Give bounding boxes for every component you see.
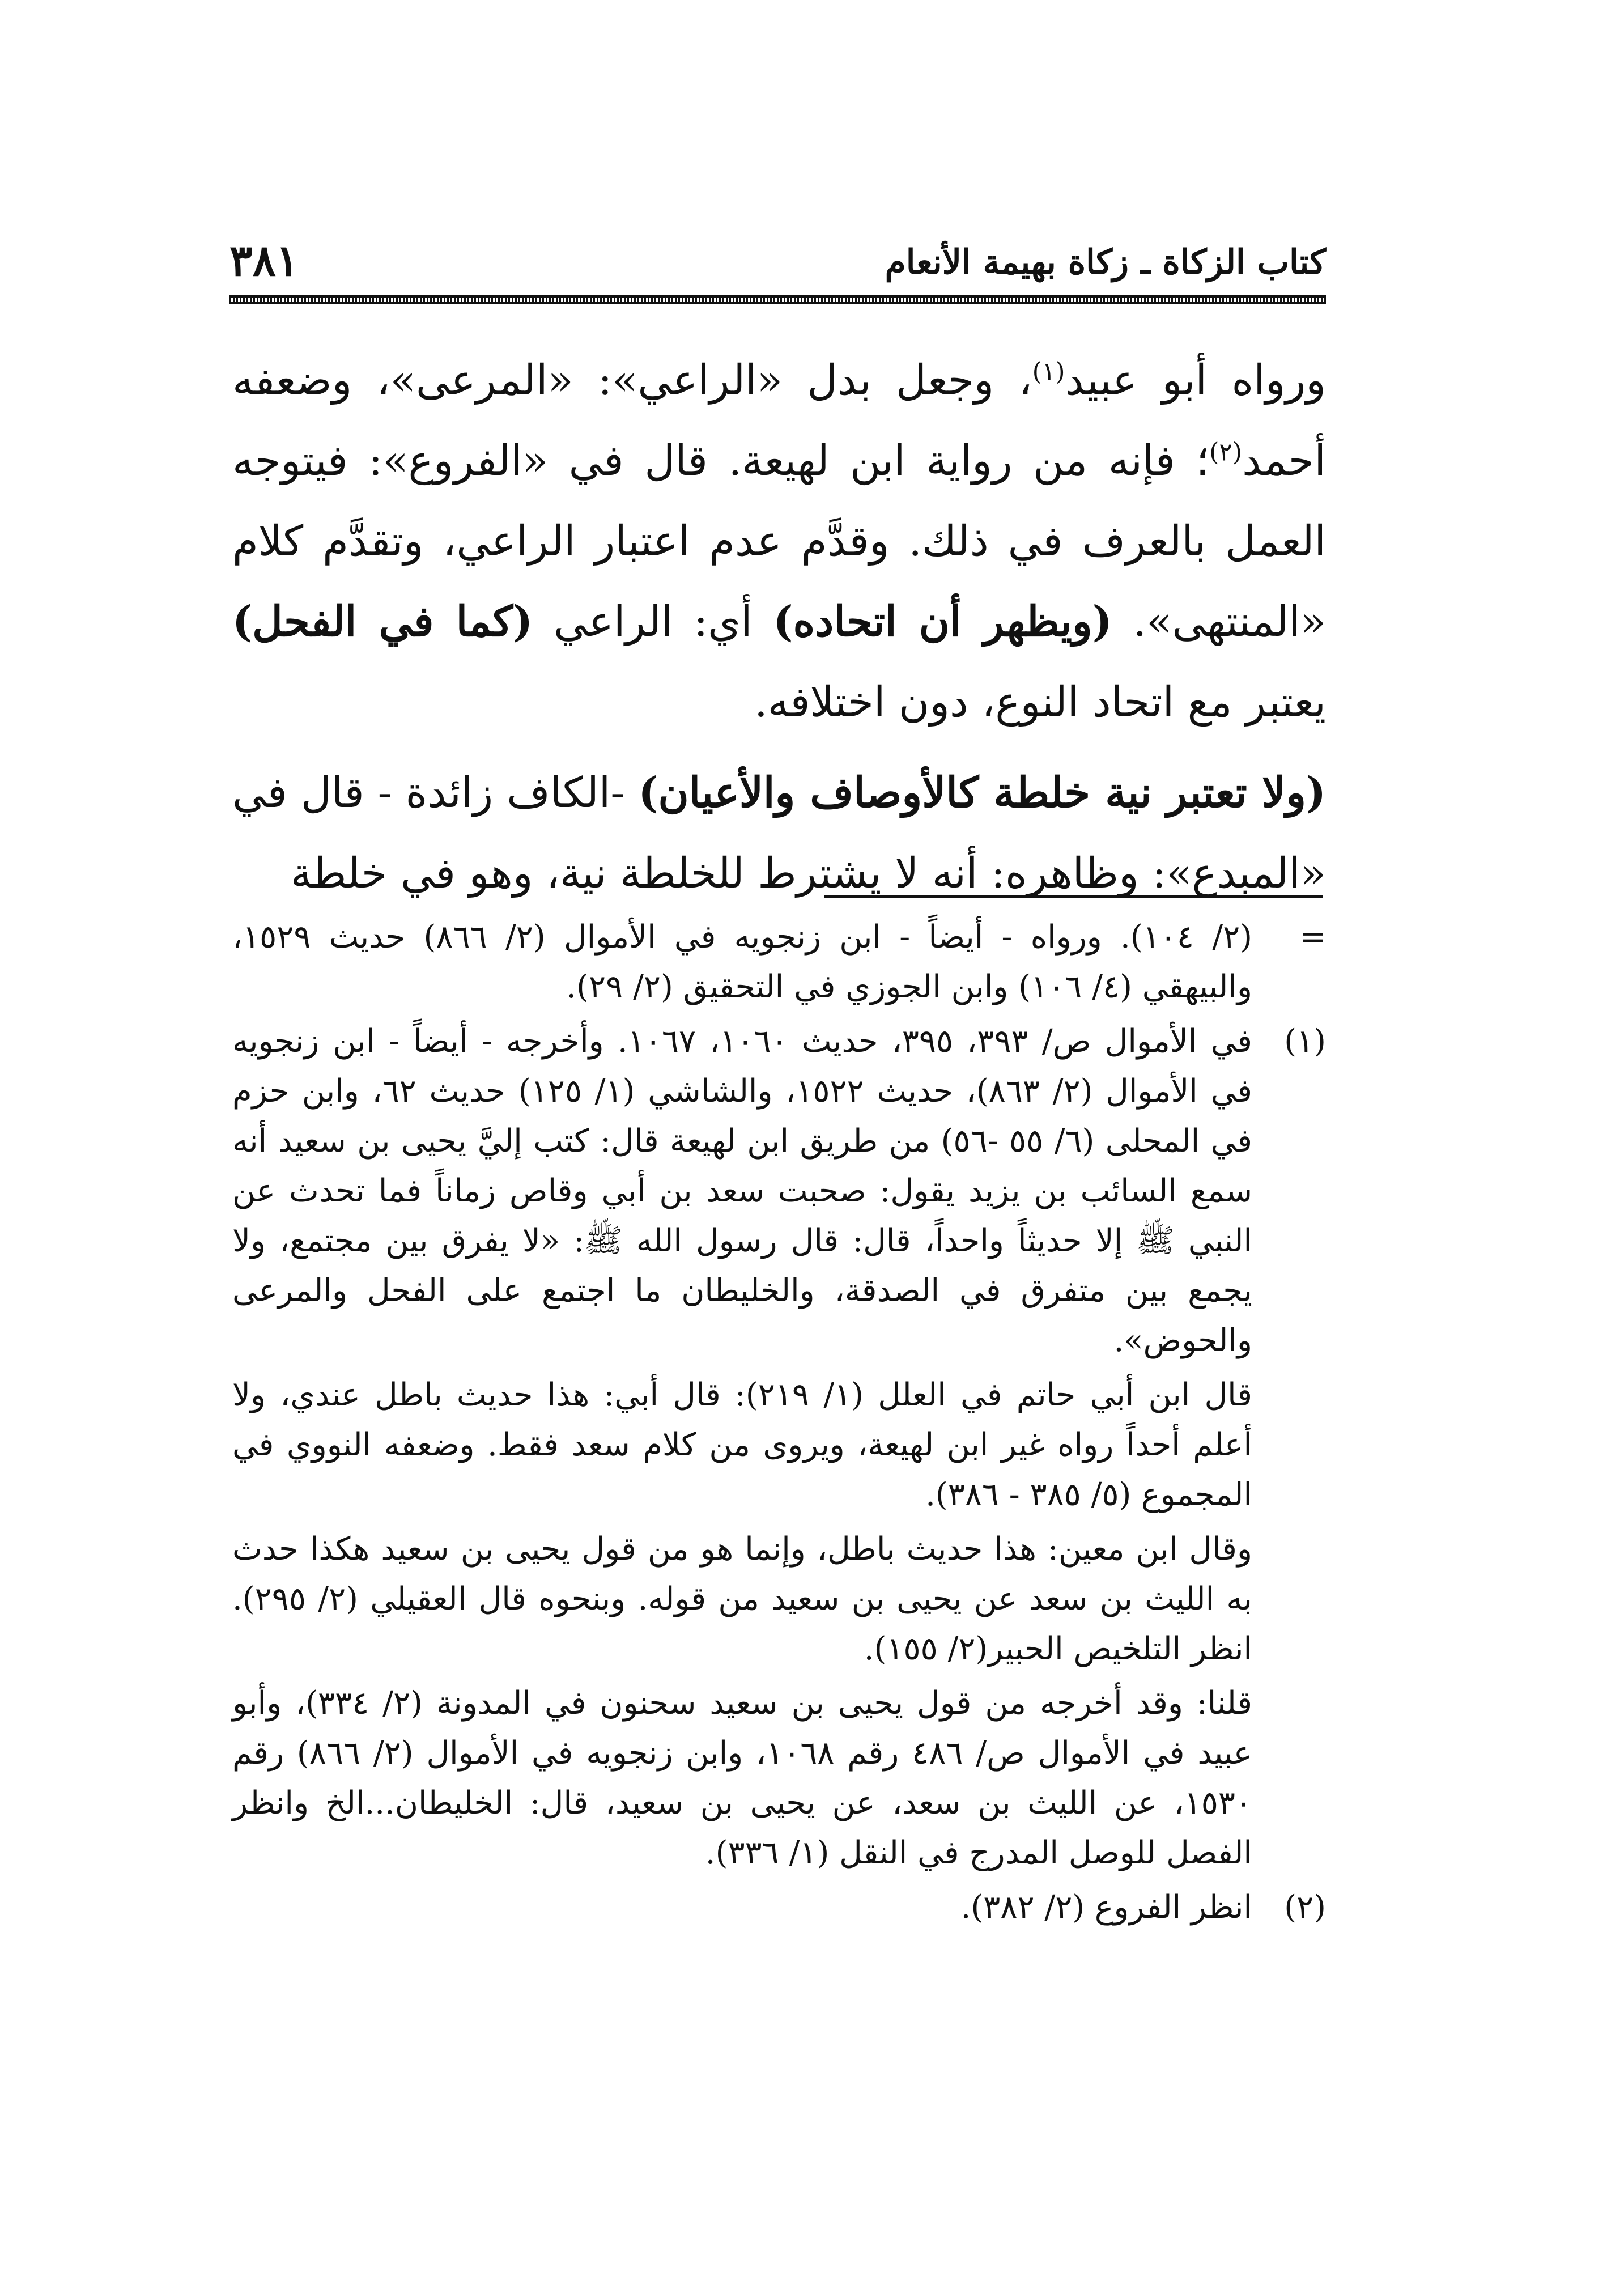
footnote-continuation [232, 912, 1326, 1012]
matn-phrase: (ويظهر أن اتحاده) [773, 597, 1112, 646]
footnote-marker: = [1299, 919, 1326, 956]
footnote-text: انظر الفروع (٢/ ٣٨٢). [960, 1889, 1252, 1926]
footnote-paragraph: في الأموال ص/ ٣٩٣، ٣٩٥، حديث ١٠٦٠، ١٠٦٧. وأخرجه - أيضاً - ابن زنجويه في الأموال (٢/ ٨٦٣)، حديث ١٥٢٢، والشاشي (١/ ١٢٥) حديث ٦٢، وابن حزم في المحلى (٦/ ٥٥ -٥٦) من طريق ابن لهيعة قال: كتب إليَّ يحيى بن سعيد أنه سمع السائب بن يزيد يقول: صحبت سعد بن أبي وقاص زماناً فما تحدث عن النبي ﷺ إلا حديثاً واحداً، قال: قال رسول الله ﷺ: «لا يفرق بين مجتمع، ولا يجمع بين متفرق في الصدقة، والخليطان ما اجتمع على الفحل والمرعى والحوض». [232, 1023, 1253, 1359]
page-header [229, 232, 1326, 295]
main-text [232, 340, 1326, 914]
footnote-marker: (١) [1284, 1023, 1326, 1060]
running-title: كتاب الزكاة ـ زكاة بهيمة الأنعام [885, 243, 1326, 282]
footnote-ref-2[interactable]: (٢) [1209, 438, 1243, 467]
footnote-1 [232, 1017, 1326, 1878]
main-paragraph-2: (ولا تعتبر نية خلطة كالأوصاف والأعيان) -الكاف زائدة - قال في «المبدع»: وظاهره: أنه لا يشترط للخلطة نية، وهو في خلطة [232, 768, 1326, 898]
header-rule [229, 295, 1326, 304]
footnote-paragraph: وقال ابن معين: هذا حديث باطل، وإنما هو من قول يحيى بن سعيد هكذا حدث به الليث بن سعد عن يحيى بن سعيد من قوله. وبنحوه قال العقيلي (٢/ ٢٩٥). انظر التلخيص الحبير(٢/ ١٥٥). [232, 1531, 1252, 1667]
footnotes [232, 912, 1326, 1937]
footnote-paragraph: قلنا: وقد أخرجه من قول يحيى بن سعيد سحنون في المدونة (٢/ ٣٣٤)، وأبو عبيد في الأموال ص/ ٤٨٦ رقم ١٠٦٨، وابن زنجويه في الأموال (٢/ ٨٦٦) رقم ١٥٣٠، عن الليث بن سعد، عن يحيى بن سعيد، قال: الخليطان...الخ وانظر الفصل للوصل المدرج في النقل (١/ ٣٣٦). [232, 1685, 1253, 1871]
footnote-ref-1[interactable]: (١) [1032, 357, 1065, 387]
footnote-paragraph: قال ابن أبي حاتم في العلل (١/ ٢١٩): قال أبي: هذا حديث باطل عندي، ولا أعلم أحداً رواه غير ابن لهيعة، ويروى من كلام سعد فقط. وضعفه النووي في المجموع (٥/ ٣٨٥ - ٣٨٦). [232, 1377, 1252, 1513]
footnote-text: (٢/ ١٠٤). ورواه - أيضاً - ابن زنجويه في الأموال (٢/ ٨٦٦) حديث ١٥٢٩، والبيهقي (٤/ ١٠٦) وابن الجوزي في التحقيق (٢/ ٢٩). [232, 919, 1253, 1005]
main-paragraph-1: ورواه أبو عبيد$^{(١)}$، وجعل بدل «الراعي»: «المرعى»، وضعفه أحمد$^{(٢)}$؛ فإنه من رواية ابن لهيعة. قال في «الفروع»: فيتوجه العمل بالعرف في ذلك. وقدَّم عدم اعتبار الراعي، وتقدَّم كلام «المنتهى». (ويظهر أن اتحاده) أي: الراعي (كما في الفحل) يعتبر مع اتحاد النوع، دون اختلافه. [232, 356, 1327, 727]
matn-phrase: (ولا تعتبر نية خلطة كالأوصاف والأعيان) [638, 768, 1326, 817]
footnote-2 [232, 1883, 1326, 1933]
page-number: ٣٨١ [229, 235, 299, 286]
matn-phrase: (كما في الفحل) [232, 597, 533, 646]
footnote-separator [824, 895, 1323, 898]
footnote-marker: (٢) [1284, 1889, 1326, 1926]
